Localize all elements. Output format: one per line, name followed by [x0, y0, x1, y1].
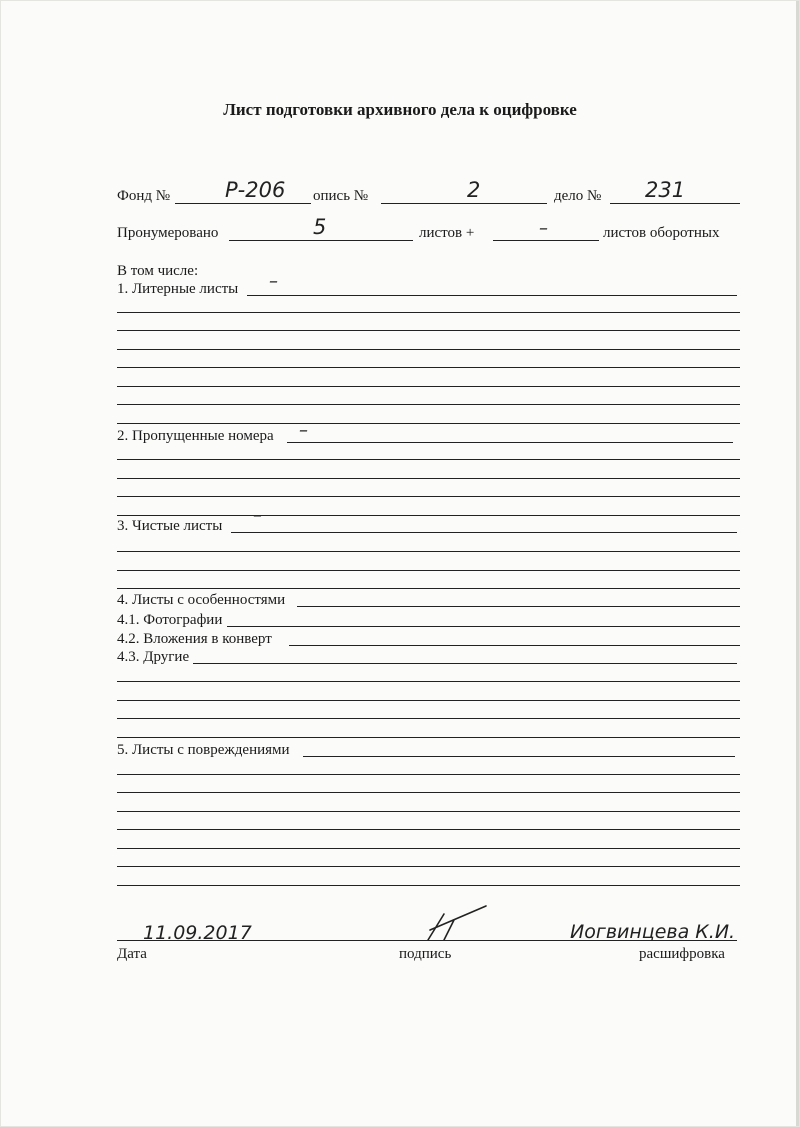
opis-value: 2 — [467, 178, 481, 202]
section-5-line — [303, 756, 735, 757]
section-2-row — [117, 420, 740, 448]
sheets-plus-line — [493, 240, 599, 241]
date-label: Дата — [117, 946, 147, 962]
rule — [117, 496, 740, 497]
rule — [117, 718, 740, 719]
numbered-row — [117, 215, 740, 245]
date-value: 11.09.2017 — [143, 922, 252, 944]
including-label: В том числе: — [117, 263, 199, 279]
rule — [117, 885, 740, 886]
section-2-label: 2. Пропущенные номера — [117, 428, 274, 444]
section-3-row — [117, 505, 740, 538]
rule — [117, 551, 740, 552]
rule — [117, 681, 740, 682]
rule — [117, 829, 740, 830]
section-4-3-line — [193, 663, 737, 664]
rule — [117, 570, 740, 571]
section-5-row — [117, 740, 740, 762]
rule — [117, 459, 740, 460]
fond-row — [117, 178, 740, 208]
section-4-3-row — [117, 647, 740, 669]
decode-label: расшифровка — [639, 946, 725, 962]
numbered-label: Пронумеровано — [117, 225, 219, 241]
section-4-line — [297, 606, 740, 607]
section-1-value: – — [269, 271, 278, 292]
numbered-value: 5 — [313, 215, 327, 239]
rule — [117, 700, 740, 701]
delo-line — [610, 203, 740, 204]
decode-value: Иогвинцева К.И. — [570, 921, 736, 943]
rule — [117, 386, 740, 387]
section-2-value: – — [299, 420, 308, 441]
fond-line — [175, 203, 311, 204]
sheets-plus-label: листов + — [419, 225, 475, 241]
rule — [117, 737, 740, 738]
delo-value: 231 — [645, 178, 686, 202]
sheets-plus-value: – — [539, 218, 548, 239]
rule — [117, 423, 740, 424]
section-4-1-label: 4.1. Фотографии — [117, 612, 223, 628]
section-3-value: – — [253, 505, 262, 526]
rule — [117, 588, 740, 589]
rule — [117, 404, 740, 405]
rule — [117, 312, 740, 313]
section-3-label: 3. Чистые листы — [117, 518, 223, 534]
rule — [117, 330, 740, 331]
signature-label: подпись — [399, 946, 452, 962]
section-2-line — [287, 442, 733, 443]
numbered-line — [229, 240, 413, 241]
rule — [117, 848, 740, 849]
rule — [117, 367, 740, 368]
fond-value: Р-206 — [225, 178, 286, 202]
opis-line — [381, 203, 547, 204]
section-4-2-line — [289, 645, 740, 646]
section-3-line — [231, 532, 737, 533]
opis-label: опись № — [313, 188, 369, 204]
signature-labels-row — [117, 944, 740, 966]
section-4-1-line — [227, 626, 740, 627]
rule — [117, 792, 740, 793]
rule — [117, 811, 740, 812]
page-title: Лист подготовки архивного дела к оцифровке — [223, 100, 577, 119]
section-4-row — [117, 590, 740, 612]
rule — [117, 866, 740, 867]
delo-label: дело № — [554, 188, 602, 204]
section-4-3-label: 4.3. Другие — [117, 649, 190, 665]
reverse-label: листов оборотных — [603, 225, 720, 241]
section-1-label: 1. Литерные листы — [117, 281, 239, 297]
rule — [117, 478, 740, 479]
rule — [117, 774, 740, 775]
section-4-2-label: 4.2. Вложения в конверт — [117, 631, 272, 647]
fond-label: Фонд № — [117, 188, 171, 204]
rule — [117, 349, 740, 350]
section-1-line — [247, 295, 737, 296]
section-4-label: 4. Листы с особенностями — [117, 592, 286, 608]
section-5-label: 5. Листы с повреждениями — [117, 742, 290, 758]
